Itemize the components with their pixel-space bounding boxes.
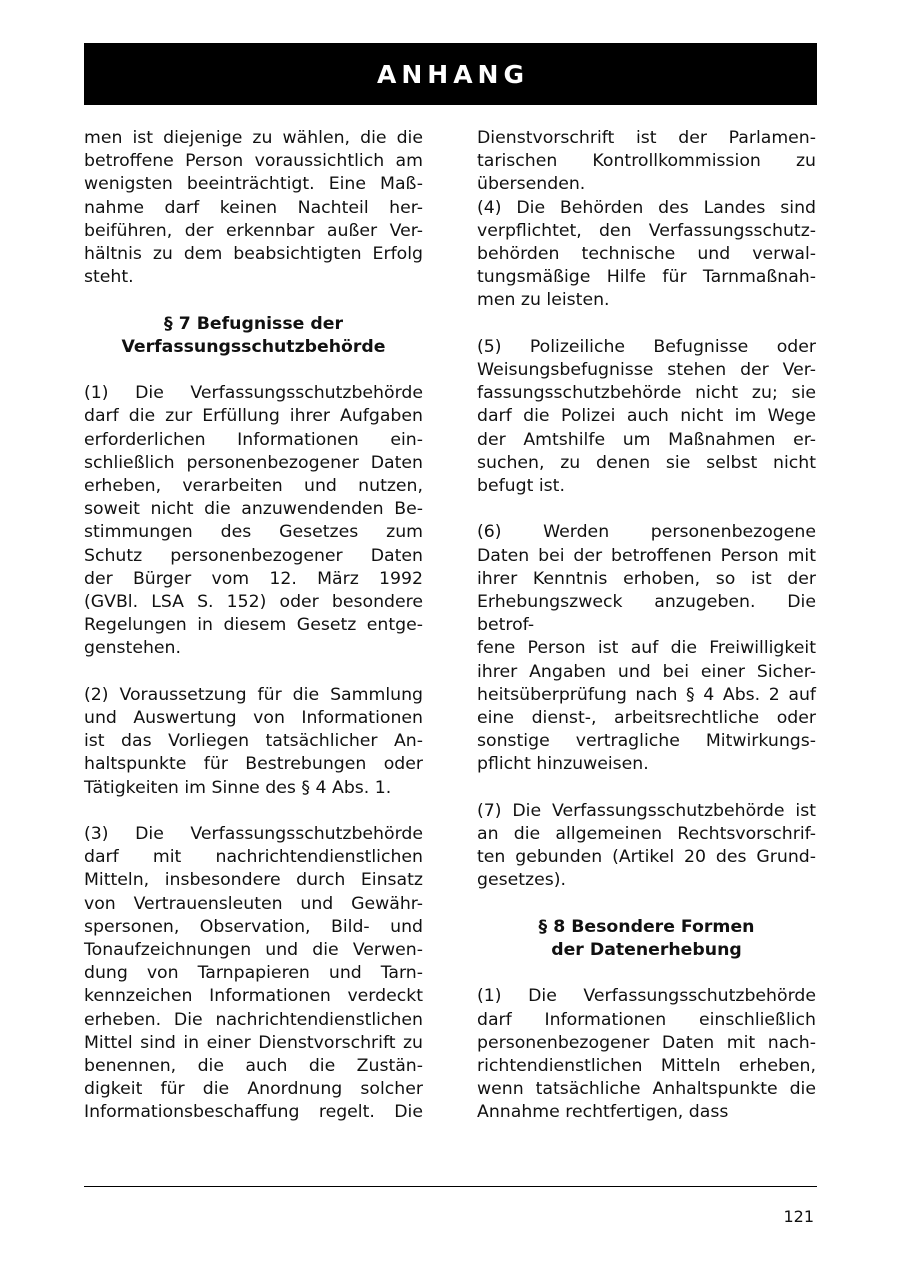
text-line: fassungsschutzbehörde nicht zu; sie	[477, 383, 816, 404]
paragraph-7-5	[477, 336, 816, 498]
text-line: kennzeichen Informationen verdeckt	[84, 986, 423, 1007]
text-line: (7) Die Verfassungsschutzbehörde ist	[477, 800, 816, 821]
text-line: beiführen, der erkennbar außer Ver-	[84, 220, 423, 241]
text-line: ihrer Angaben und bei einer Sicher-	[477, 661, 816, 682]
text-line: pflicht hinzuweisen.	[477, 754, 649, 775]
text-line: (6) Werden personenbezogene	[477, 522, 816, 543]
text-line: an die allgemeinen Rechtsvorschrif-	[477, 824, 816, 845]
text-line: tarischen Kontrollkommission zu	[477, 151, 816, 172]
text-line: von Vertrauensleuten und Gewähr-	[84, 893, 423, 914]
text-line: steht.	[84, 267, 134, 288]
text-line: gesetzes).	[477, 870, 566, 891]
text-line: wenigsten beeinträchtigt. Eine Maß-	[84, 174, 423, 195]
text-line: verpflichtet, den Verfassungsschutz-	[477, 220, 816, 241]
text-line: richtendienstlichen Mitteln erheben,	[477, 1056, 816, 1077]
text-line: (1) Die Verfassungsschutzbehörde	[477, 986, 816, 1007]
text-line: ihrer Kenntnis erhoben, so ist der	[477, 568, 816, 589]
text-line: ist das Vorliegen tatsächlicher An-	[84, 731, 423, 752]
text-line: Schutz personenbezogener Daten	[84, 545, 423, 566]
text-line: men ist diejenige zu wählen, die die	[84, 128, 423, 148]
text-line: übersenden.	[477, 174, 586, 195]
text-line: erforderlichen Informationen ein-	[84, 429, 423, 450]
paragraph-7-3	[84, 823, 423, 1125]
text-line: genstehen.	[84, 638, 181, 659]
text-line: tungsmäßige Hilfe für Tarnmaßnah-	[477, 267, 816, 288]
text-line: befugt ist.	[477, 476, 565, 497]
text-line: der Bürger vom 12. März 1992	[84, 568, 423, 589]
page-section-title: ANHANG	[377, 59, 529, 89]
text-line: betroffene Person voraussichtlich am	[84, 151, 423, 172]
paragraph-7-3-continued	[477, 127, 816, 197]
text-line: fene Person ist auf die Freiwilligkeit	[477, 638, 816, 659]
paragraph-8-1	[477, 985, 816, 1124]
text-line: men zu leisten.	[477, 290, 610, 311]
text-line: dung von Tarnpapieren und Tarn-	[84, 963, 423, 984]
text-line: personenbezogener Daten mit nach-	[477, 1032, 816, 1053]
text-line: (4) Die Behörden des Landes sind	[477, 197, 816, 218]
text-line: stimmungen des Gesetzes zum	[84, 522, 423, 543]
text-line: suchen, zu denen sie selbst nicht	[477, 452, 816, 473]
text-line: Annahme rechtfertigen, dass	[477, 1102, 729, 1123]
text-line: digkeit für die Anordnung solcher	[84, 1079, 423, 1100]
text-line: der Amtshilfe um Maßnahmen er-	[477, 429, 816, 450]
heading-line: Verfassungsschutzbehörde	[121, 336, 386, 357]
paragraph-continued	[84, 127, 423, 289]
text-line: Mitteln, insbesondere durch Einsatz	[84, 870, 423, 891]
text-line: (3) Die Verfassungsschutzbehörde	[84, 824, 423, 845]
text-line: und Auswertung von Informationen	[84, 708, 423, 729]
text-line: ten gebunden (Artikel 20 des Grund-	[477, 847, 816, 868]
text-line: Tätigkeiten im Sinne des § 4 Abs. 1.	[84, 777, 392, 798]
text-line: darf die Polizei auch nicht im Wege	[477, 406, 816, 427]
text-line: Dienstvorschrift ist der Parlamen-	[477, 128, 816, 148]
text-line: darf Informationen einschließlich	[477, 1009, 816, 1030]
heading-line: der Datenerhebung	[551, 940, 742, 961]
text-line: soweit nicht die anzuwendenden Be-	[84, 499, 423, 520]
text-line: nahme darf keinen Nachteil her-	[84, 197, 423, 218]
text-line: spersonen, Observation, Bild- und	[84, 916, 423, 937]
text-line: erheben. Die nachrichtendienstlichen	[84, 1009, 423, 1030]
paragraph-7-2	[84, 684, 423, 800]
text-line: betrof-	[477, 615, 535, 636]
paragraph-7-4	[477, 197, 816, 313]
section-8-heading	[477, 916, 816, 962]
text-line: schließlich personenbezogener Daten	[84, 452, 423, 473]
text-line: hältnis zu dem beabsichtigten Erfolg	[84, 244, 423, 265]
text-line: Mittel sind in einer Dienstvorschrift zu	[84, 1032, 423, 1053]
text-line: haltspunkte für Bestrebungen oder	[84, 754, 423, 775]
heading-line: § 7 Befugnisse der	[164, 313, 343, 334]
text-line: Erhebungszweck anzugeben. Die	[477, 592, 816, 613]
text-line: Weisungsbefugnisse stehen der Ver-	[477, 360, 816, 381]
text-line: (5) Polizeiliche Befugnisse oder	[477, 336, 816, 357]
section-7-heading	[84, 313, 423, 359]
paragraph-7-7	[477, 800, 816, 893]
text-line: (1) Die Verfassungsschutzbehörde	[84, 383, 423, 404]
text-line: darf mit nachrichtendienstlichen	[84, 847, 423, 868]
text-line: sonstige vertragliche Mitwirkungs-	[477, 731, 816, 752]
text-line: darf die zur Erfüllung ihrer Aufgaben	[84, 406, 423, 427]
footer-divider	[84, 1186, 817, 1187]
text-line: heitsüberprüfung nach § 4 Abs. 2 auf	[477, 684, 816, 705]
right-column	[477, 127, 816, 1125]
text-line: behörden technische und verwal-	[477, 244, 816, 265]
header-bar	[84, 43, 817, 105]
text-line: benennen, die auch die Zustän-	[84, 1056, 423, 1077]
text-line: Daten bei der betroffenen Person mit	[477, 545, 816, 566]
text-line: Tonaufzeichnungen und die Verwen-	[84, 940, 423, 961]
text-line: Regelungen in diesem Gesetz entge-	[84, 615, 423, 636]
paragraph-7-6	[477, 521, 816, 776]
text-line: (GVBl. LSA S. 152) oder besondere	[84, 592, 423, 613]
left-column	[84, 127, 423, 1125]
text-line: Informationsbeschaffung regelt. Die	[84, 1102, 423, 1123]
text-line: erheben, verarbeiten und nutzen,	[84, 476, 423, 497]
paragraph-7-1	[84, 382, 423, 660]
text-line: (2) Voraussetzung für die Sammlung	[84, 684, 423, 705]
page-number: 121	[783, 1207, 814, 1226]
text-line: eine dienst-, arbeitsrechtliche oder	[477, 708, 816, 729]
heading-line: § 8 Besondere Formen	[538, 916, 755, 937]
text-line: wenn tatsächliche Anhaltspunkte die	[477, 1079, 816, 1100]
